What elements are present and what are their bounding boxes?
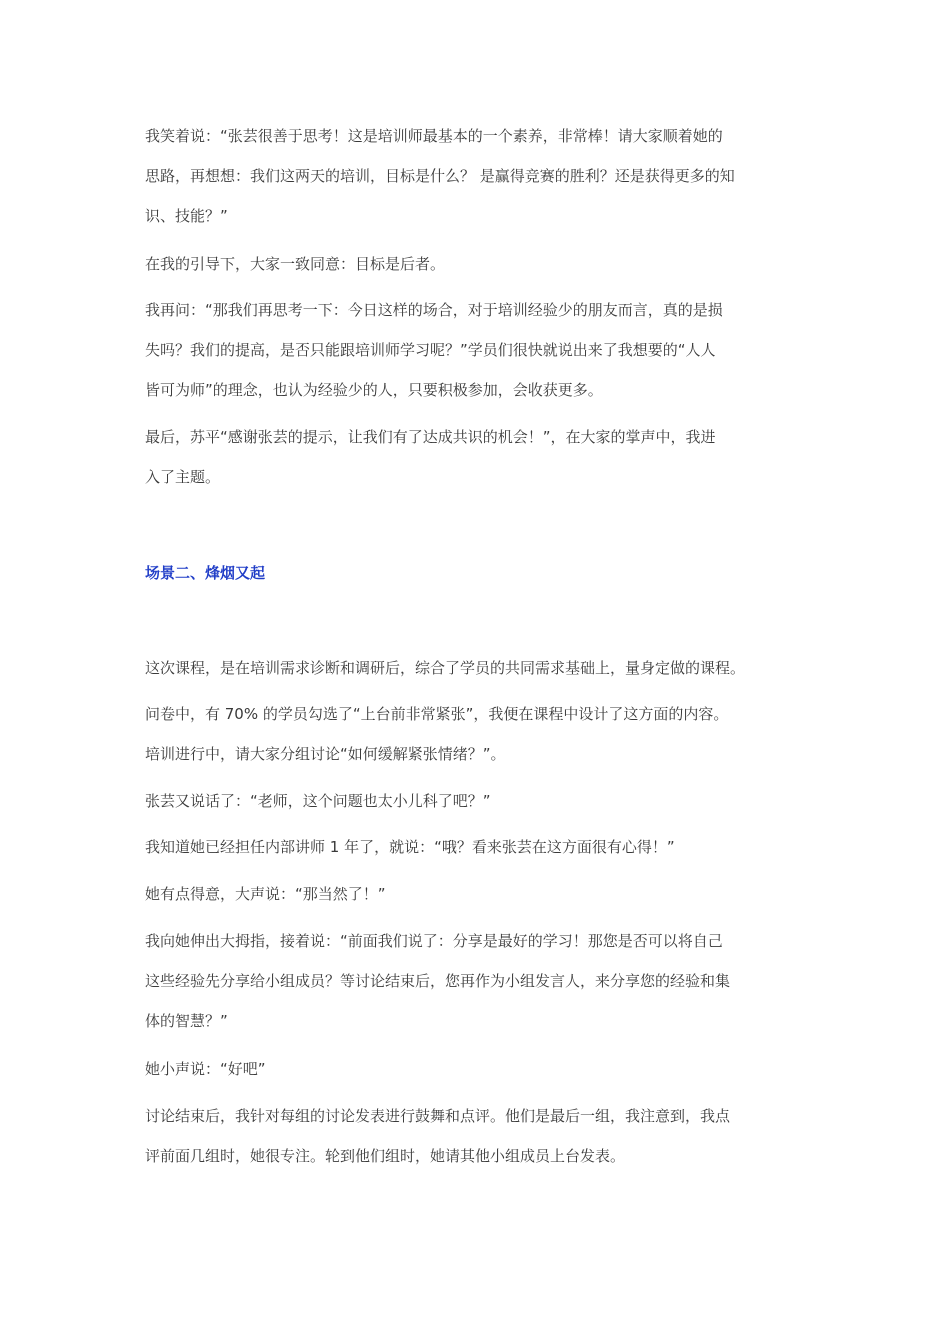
paragraph-invitation bbox=[145, 921, 815, 1041]
text-line: 在我的引导下，大家一致同意：目标是后者。 bbox=[145, 255, 446, 273]
paragraph-pride bbox=[145, 874, 815, 914]
paragraph-question bbox=[145, 290, 815, 410]
text-line: 问卷中，有 70% 的学员勾选了“上台前非常紧张”，我便在课程中设计了这方面的内容。 bbox=[145, 705, 729, 723]
text-line: 张芸又说话了：“老师，这个问题也太小儿科了吧？” bbox=[145, 792, 491, 810]
paragraph-conclusion bbox=[145, 417, 815, 497]
paragraph-reply bbox=[145, 1049, 815, 1089]
text-line: 她有点得意，大声说：“那当然了！” bbox=[145, 885, 386, 903]
paragraph-response bbox=[145, 827, 815, 867]
section-heading: 场景二、烽烟又起 bbox=[145, 564, 266, 582]
text-line: 这些经验先分享给小组成员？等讨论结束后，您再作为小组发言人，来分享您的经验和集 bbox=[145, 972, 731, 990]
text-line: 培训进行中，请大家分组讨论“如何缓解紧张情绪？”。 bbox=[145, 745, 506, 763]
text-line: 识、技能？” bbox=[145, 207, 228, 225]
text-line: 我知道她已经担任内部讲师 1 年了，就说：“哦？看来张芸在这方面很有心得！” bbox=[145, 838, 675, 856]
text-line: 这次课程，是在培训需求诊断和调研后，综合了学员的共同需求基础上，量身定做的课程。 bbox=[145, 659, 746, 677]
text-line: 入了主题。 bbox=[145, 468, 221, 486]
text-line: 最后，苏平“感谢张芸的提示，让我们有了达成共识的机会！”，在大家的掌声中，我进 bbox=[145, 428, 716, 446]
text-line: 体的智慧？” bbox=[145, 1012, 228, 1030]
paragraph-objection bbox=[145, 781, 815, 821]
text-line: 我再问：“那我们再思考一下：今日这样的场合，对于培训经验少的朋友而言，真的是损 bbox=[145, 301, 723, 319]
paragraph-praise bbox=[145, 116, 815, 236]
text-line: 她小声说：“好吧” bbox=[145, 1060, 266, 1078]
paragraph-survey bbox=[145, 694, 825, 774]
text-line: 失吗？我们的提高，是否只能跟培训师学习呢？”学员们很快就说出来了我想要的“人人 bbox=[145, 341, 716, 359]
text-line: 思路，再想想：我们这两天的培训，目标是什么？ 是赢得竞赛的胜利？还是获得更多的知 bbox=[145, 167, 735, 185]
paragraph-course-intro bbox=[145, 648, 825, 688]
paragraph-agreement bbox=[145, 244, 815, 284]
text-line: 我向她伸出大拇指，接着说：“前面我们说了：分享是最好的学习！那您是否可以将自己 bbox=[145, 932, 723, 950]
text-line: 讨论结束后，我针对每组的讨论发表进行鼓舞和点评。他们是最后一组，我注意到，我点 bbox=[145, 1107, 731, 1125]
paragraph-review bbox=[145, 1096, 815, 1176]
text-line: 皆可为师”的理念，也认为经验少的人，只要积极参加，会收获更多。 bbox=[145, 381, 603, 399]
text-line: 我笑着说：“张芸很善于思考！这是培训师最基本的一个素养，非常棒！请大家顺着她的 bbox=[145, 127, 723, 145]
text-line: 评前面几组时，她很专注。轮到他们组时，她请其他小组成员上台发表。 bbox=[145, 1147, 626, 1165]
